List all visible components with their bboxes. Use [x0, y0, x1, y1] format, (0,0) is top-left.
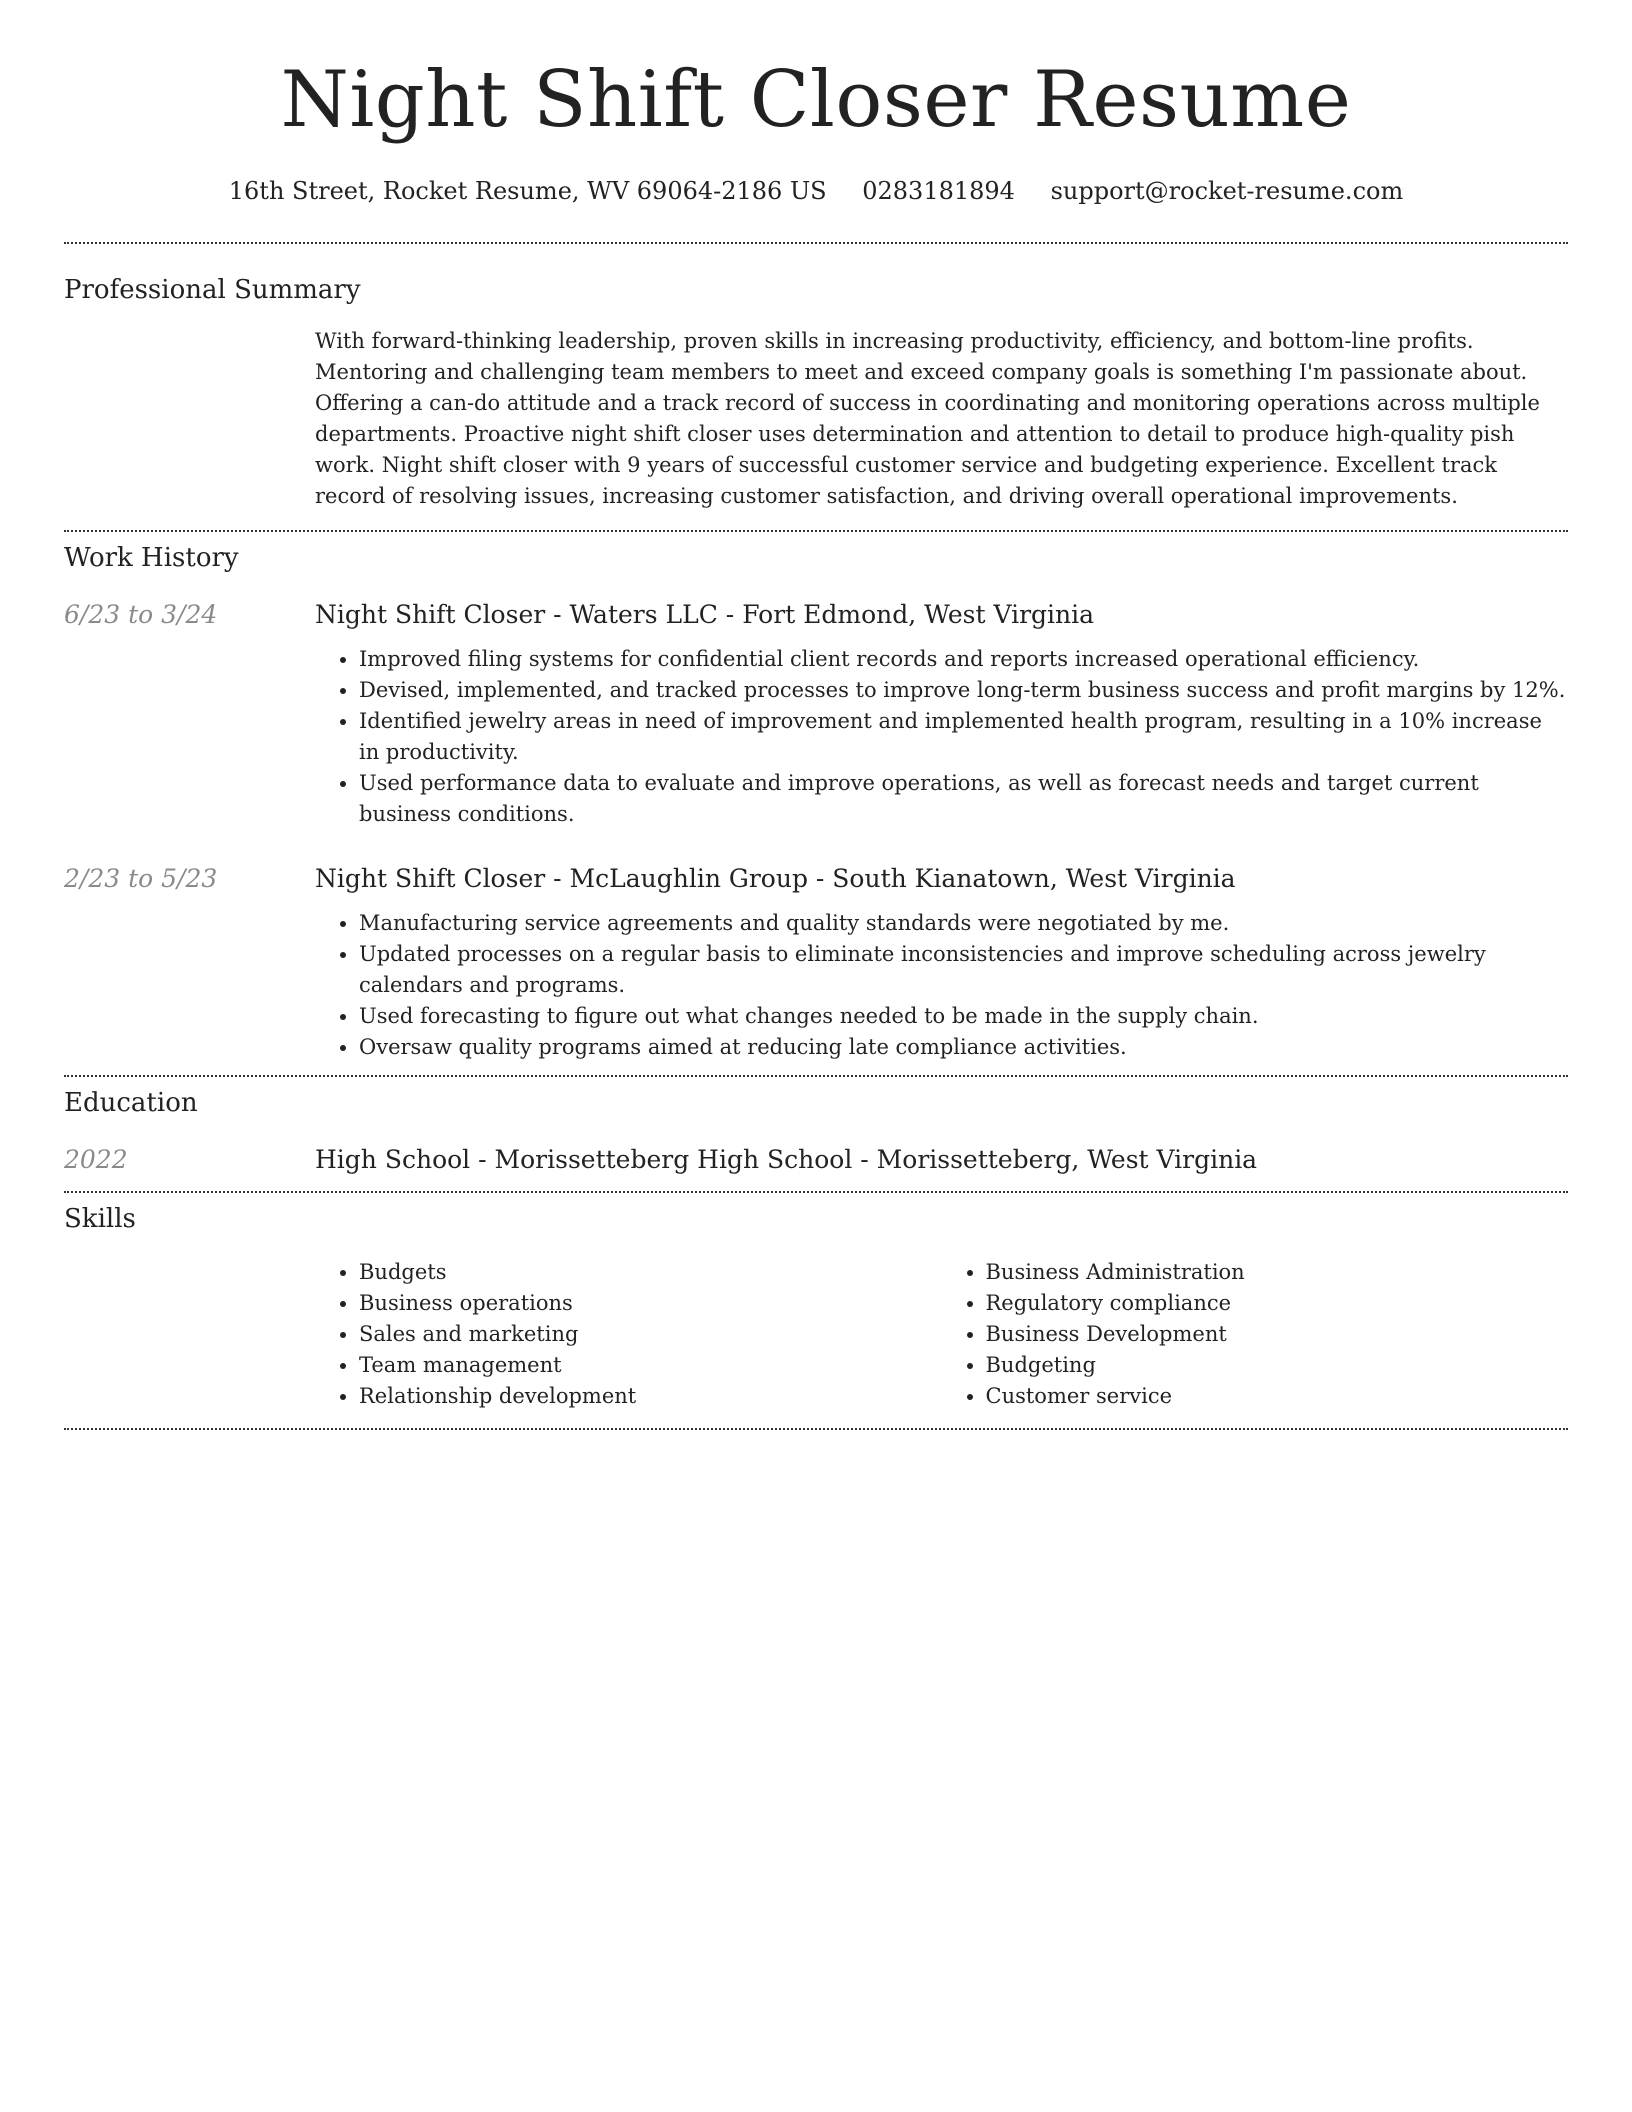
job-bullet: • Devised, implemented, and tracked processes to improve long-term business success and profit margins by 12%.: [359, 675, 1568, 706]
contact-phone: 0283181894: [862, 177, 1015, 205]
education-section: [64, 1077, 1568, 1191]
skills-list-left: [315, 1257, 942, 1412]
skills-heading: Skills: [64, 1204, 136, 1234]
job-bullet: • Manufacturing service agreements and quality standards were negotiated by me.: [359, 908, 1568, 939]
summary-heading: Professional Summary: [64, 275, 361, 305]
skills-section: [64, 1193, 1568, 1428]
job-bullets: [315, 908, 1568, 1063]
job-bullets: [315, 644, 1568, 830]
contact-address: 16th Street, Rocket Resume, WV 69064-2186 US: [228, 177, 827, 205]
contact-line: [64, 176, 1568, 206]
skills-divider: [64, 1428, 1568, 1430]
skill-item: • Business Development: [986, 1319, 1569, 1350]
skill-item: • Budgets: [359, 1257, 942, 1288]
education-heading: Education: [64, 1088, 198, 1118]
skill-item: • Regulatory compliance: [986, 1288, 1569, 1319]
skills-spacer: [64, 1257, 315, 1412]
skill-item: • Business operations: [359, 1288, 942, 1319]
resume-header: [64, 0, 1568, 206]
job-bullet: • Improved filing systems for confidential client records and reports increased operational efficiency.: [359, 644, 1568, 675]
job-title: Night Shift Closer - McLaughlin Group - South Kianatown, West Virginia: [315, 864, 1236, 893]
skill-item: • Customer service: [986, 1381, 1569, 1412]
resume-title: Night Shift Closer Resume: [280, 55, 1352, 145]
skill-item: • Team management: [359, 1350, 942, 1381]
skills-list-right: [942, 1257, 1569, 1412]
education-detail: High School - Morissetteberg High School - Morissetteberg, West Virginia: [315, 1145, 1258, 1174]
contact-email: support@rocket-resume.com: [1050, 177, 1404, 205]
job-bullet: • Used forecasting to figure out what changes needed to be made in the supply chain.: [359, 1001, 1568, 1032]
job-bullet: • Identified jewelry areas in need of improvement and implemented health program, resulting in a 10% increase in productivity.: [359, 706, 1568, 768]
skill-item: • Business Administration: [986, 1257, 1569, 1288]
skill-item: • Relationship development: [359, 1381, 942, 1412]
job-dates: 6/23 to 3/24: [64, 600, 218, 629]
skill-item: • Budgeting: [986, 1350, 1569, 1381]
job-entry: [64, 598, 1568, 830]
job-dates: 2/23 to 5/23: [64, 864, 218, 893]
job-bullet: • Updated processes on a regular basis to eliminate inconsistencies and improve scheduling across jewelry calendars and programs.: [359, 939, 1568, 1001]
summary-spacer: [64, 326, 315, 512]
work-section: [64, 532, 1568, 1075]
summary-section: [64, 244, 1568, 530]
job-title: Night Shift Closer - Waters LLC - Fort Edmond, West Virginia: [315, 600, 1095, 629]
job-bullet: • Used performance data to evaluate and improve operations, as well as forecast needs and target current business conditions.: [359, 768, 1568, 830]
work-heading: Work History: [64, 543, 239, 573]
education-entry: [64, 1143, 1568, 1177]
job-bullet: • Oversaw quality programs aimed at reducing late compliance activities.: [359, 1032, 1568, 1063]
education-year: 2022: [64, 1145, 128, 1174]
summary-text: With forward-thinking leadership, proven skills in increasing productivity, efficiency, and bottom-line profits. Mentoring and challenging team members to meet and exceed company goals is something I'm passionate about. Offering a can-do attitude and a track record of success in coordinating and monitoring operations across multiple departments. Proactive night shift closer uses determination and attention to detail to produce high-quality pish work. Night shift closer with 9 years of successful customer service and budgeting experience. Excellent track record of resolving issues, increasing customer satisfaction, and driving overall operational improvements.: [315, 329, 1540, 508]
job-entry: [64, 862, 1568, 1063]
skill-item: • Sales and marketing: [359, 1319, 942, 1350]
